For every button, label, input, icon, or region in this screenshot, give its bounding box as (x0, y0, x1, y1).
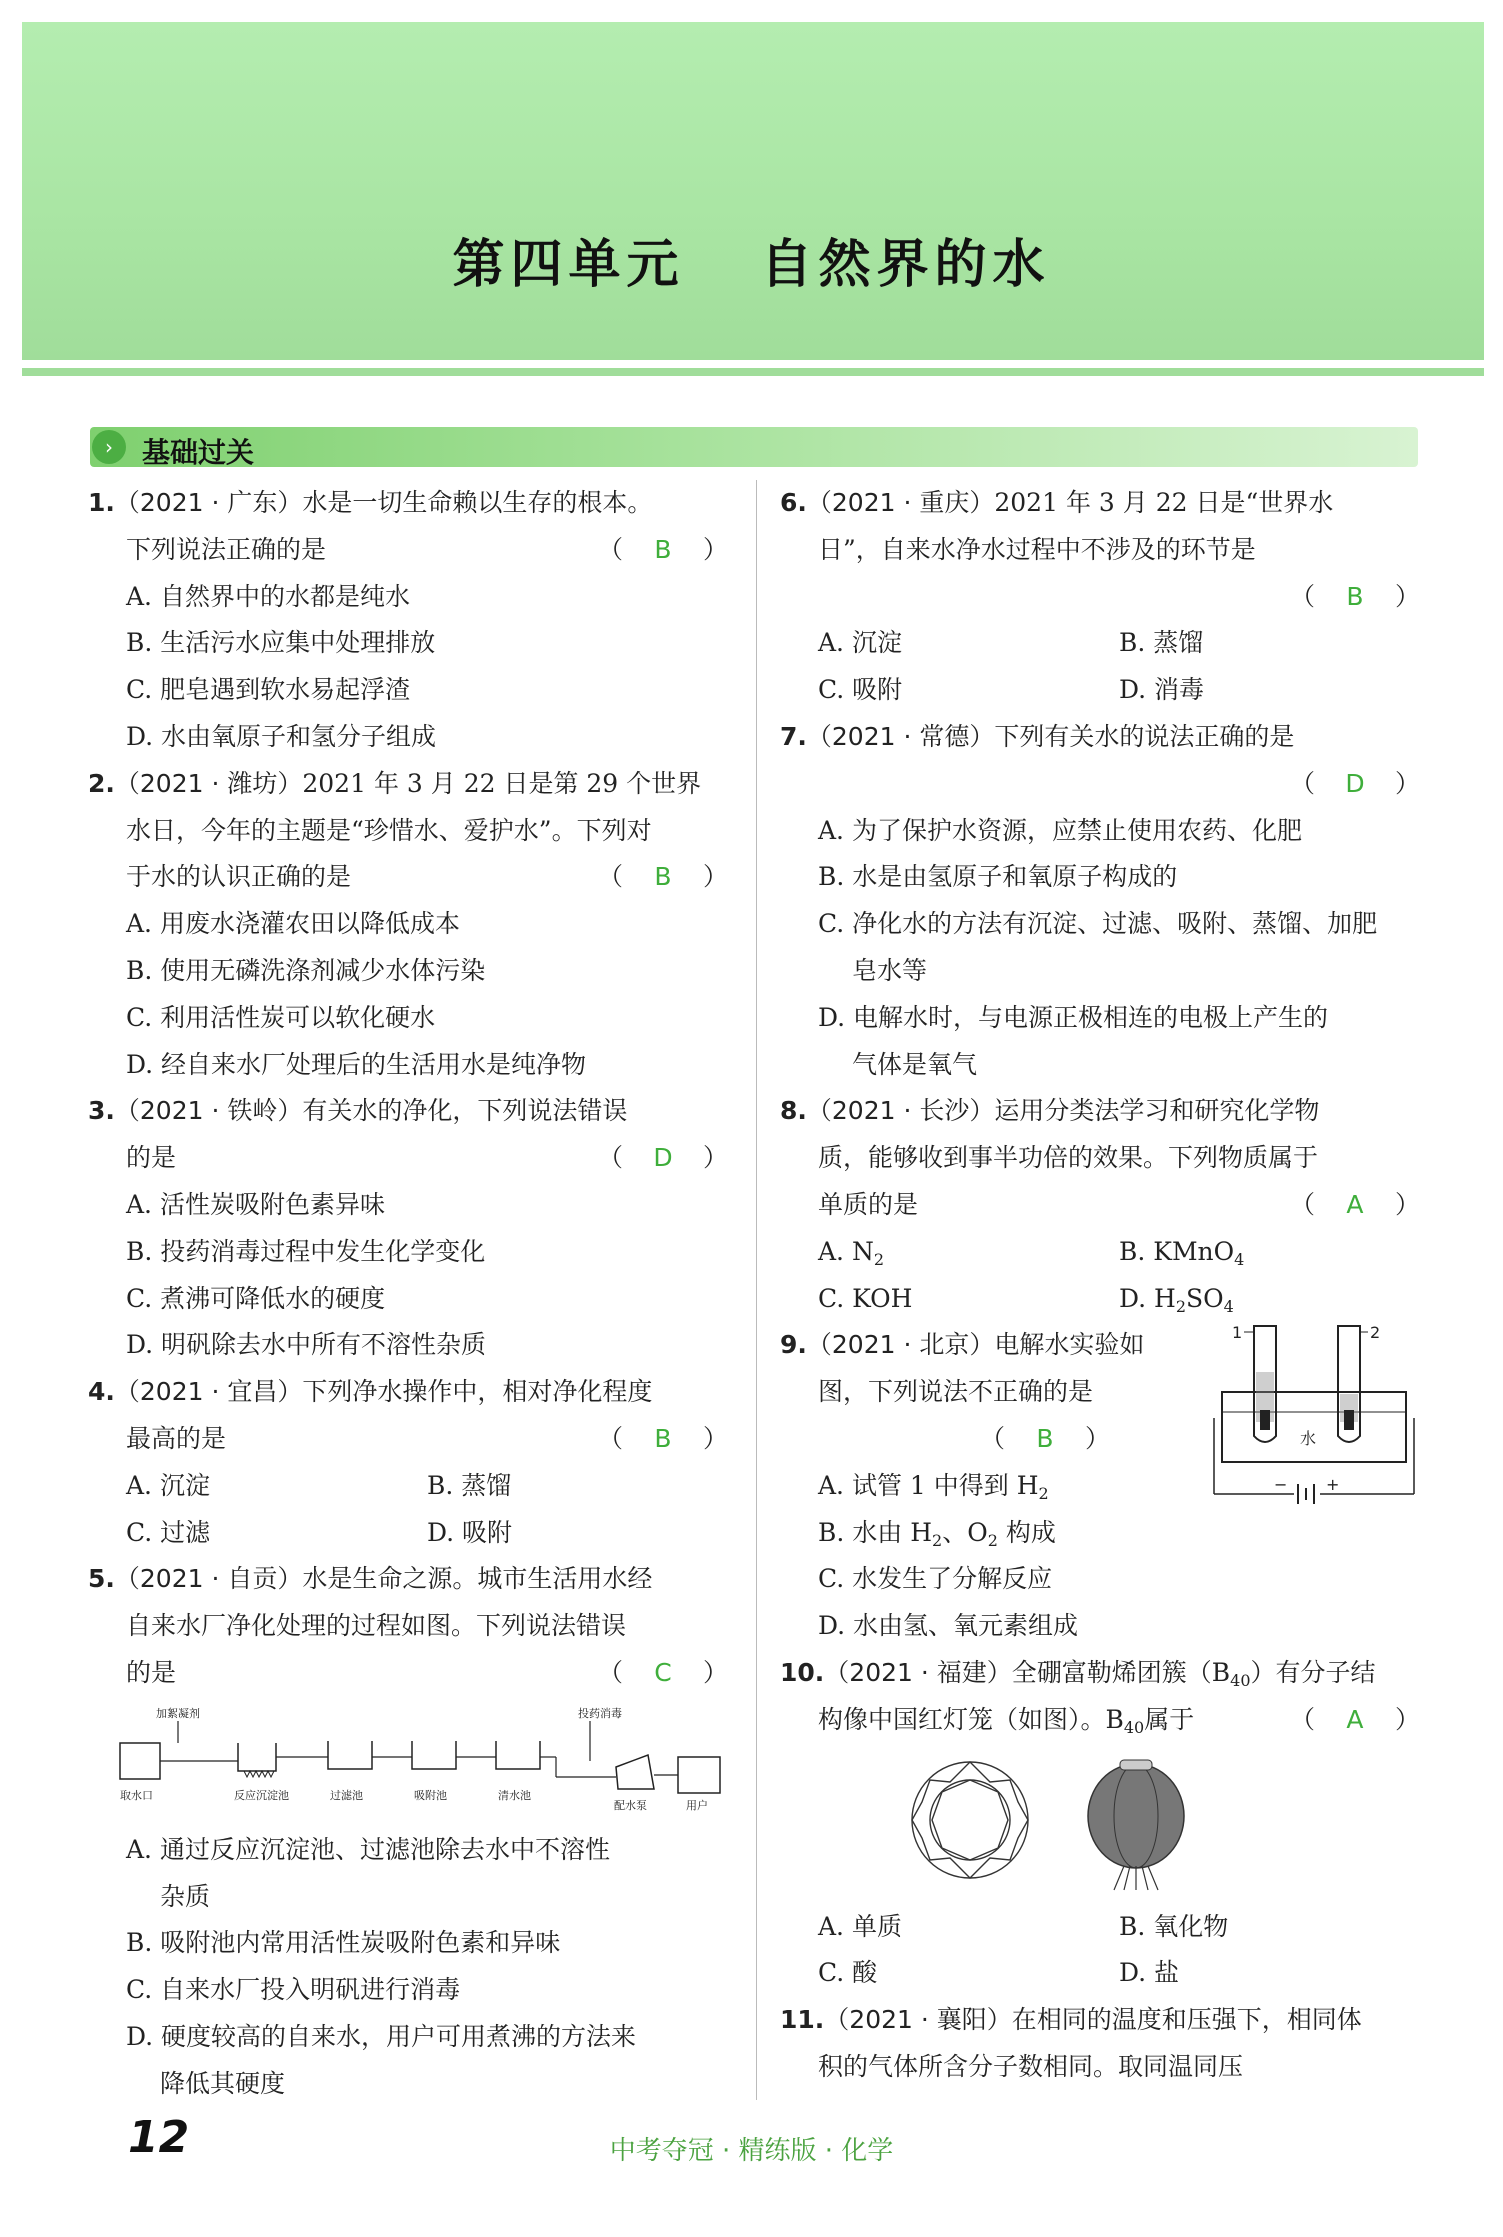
tube-2-label: 2 (1370, 1323, 1381, 1343)
electrode-2 (1344, 1410, 1354, 1430)
label-pump: 配水泵 (614, 1798, 647, 1812)
question-11: 11.（2021 · 襄阳）在相同的温度和压强下，相同体 积的气体所含分子数相同。取同温同压 (780, 2005, 1362, 2081)
right-column (780, 480, 1420, 2091)
unit-name: 自然界的水 (760, 235, 1051, 295)
unit-number: 第四单元 (452, 235, 685, 295)
red-lantern (1088, 1760, 1184, 1890)
tube-1-label: 1 (1232, 1323, 1243, 1343)
intake-box (120, 1743, 160, 1779)
answer-10: A (1346, 1704, 1364, 1734)
unit-banner (22, 22, 1484, 360)
settling-tank (238, 1743, 276, 1771)
positive-sign: + (1326, 1475, 1340, 1495)
water-treatment-diagram (116, 1705, 728, 1815)
column-divider (756, 480, 757, 2100)
answer-8: A (1346, 1189, 1364, 1219)
label-disinfect: 投药消毒 (578, 1706, 622, 1720)
label-intake: 取水口 (120, 1788, 153, 1802)
label-settle: 反应沉淀池 (234, 1788, 289, 1802)
banner-divider (22, 368, 1484, 376)
answer-9: B (1036, 1423, 1054, 1453)
question-4: 4.（2021 · 宜昌）下列净水操作中，相对净化程度 最高的是 （ B ） A. 沉淀 B. 蒸馏 C. 过滤 D. 吸附 (88, 1377, 728, 1547)
label-user: 用户 (686, 1798, 708, 1812)
water-tank (1222, 1392, 1406, 1462)
left-column (88, 480, 728, 2108)
answer-4: B (654, 1423, 672, 1453)
label-add-coagulant: 加絮凝剂 (156, 1706, 200, 1720)
answer-1: B (654, 534, 672, 564)
answer-5: C (654, 1657, 672, 1687)
question-5: 5.（2021 · 自贡）水是生命之源。城市生活用水经 自来水厂净化处理的过程如图。下列说法错误 的是 （ C ） 加絮凝剂 投药消毒 取水口 反应沉淀池 过滤池 吸附池 清水池 配水泵 用户 A. 通过反应沉淀池、过滤池除去水中不溶性 杂质 B. 吸附池内常用活性炭吸附色素和异味 C. 自来水厂投入明矾进行消毒 D. 硬度较高的自来水，用户可用煮沸的方法来 降低其硬度 (88, 1564, 728, 2098)
question-7: 7.（2021 · 常德）下列有关水的说法正确的是 （ D ） A. 为了保护水资源，应禁止使用农药、化肥 B. 水是由氢原子和氧原子构成的 C. 净化水的方法有沉淀、过滤、吸附、蒸馏、加肥 皂水等 D. 电解水时，与电源正极相连的电极上产生的 气体是氧气 (780, 721, 1420, 1079)
section-header-bar (90, 427, 1418, 467)
question-3: 3.（2021 · 铁岭）有关水的净化，下列说法错误 的是 （ D ） A. 活性炭吸附色素异味 B. 投药消毒过程中发生化学变化 C. 煮沸可降低水的硬度 D. 明矾除去水中所有不溶性杂质 (88, 1096, 728, 1360)
page-footer: 中考夺冠 · 精练版 · 化学 (609, 2136, 894, 2166)
label-filter: 过滤池 (330, 1788, 363, 1802)
label-clear: 清水池 (498, 1788, 531, 1802)
negative-sign: − (1274, 1475, 1288, 1495)
section-title: 基础过关 (142, 436, 255, 469)
question-10: 10.（2021 · 福建）全硼富勒烯团簇$(B_{40})$有分子结 构像中国红灯笼（如图）。$B_{40}$属于 （ A ） A. 单质 B. 氧化物 C. 酸 D. 盐 (780, 1657, 1420, 1988)
unit-title (0, 222, 1503, 297)
question-8: 8.（2021 · 长沙）运用分类法学习和研究化学物 质，能够收到事半功倍的效果。下列物质属于 单质的是 （ A ） A. $N_2$ B. KMnO$_4$ C. KOH D. $H_2SO_4$ (780, 1096, 1420, 1316)
question-6: 6.（2021 · 重庆）2021 年 3 月 22 日是“世界水 日”，自来水净水过程中不涉及的环节是 （ B ） A. 沉淀 B. 蒸馏 C. 吸附 D. 消毒 (780, 488, 1420, 705)
page-number: 12 (128, 2112, 190, 2163)
answer-2: B (654, 862, 672, 892)
question-9: 9.（2021 · 北京）电解水实验如 图，下列说法不正确的是 （ B ） A. 试管 1 中得到 $H_2$ B. 水由 $H_2$、$O_2$ 构成 C. 水发生了分解反应 D. 水由氢、氧元素组成 1 2 水 − + (780, 1322, 1420, 1650)
label-adsorb: 吸附池 (414, 1788, 447, 1802)
filter-tank (328, 1741, 372, 1769)
answer-6: B (1346, 581, 1364, 611)
answer-7: D (1345, 768, 1365, 798)
answer-3: D (653, 1143, 673, 1173)
water-label: 水 (1300, 1429, 1317, 1449)
boron-cluster-figure (900, 1752, 1420, 1892)
clear-water-tank (496, 1741, 540, 1769)
pump-shape (616, 1755, 654, 1789)
electrode-1 (1260, 1410, 1270, 1430)
b40-cage (912, 1762, 1028, 1878)
chevron-right-icon: › (92, 430, 126, 464)
question-2: 2.（2021 · 潍坊）2021 年 3 月 22 日是第 29 个世界 水日，今年的主题是“珍惜水、爱护水”。下列对 于水的认识正确的是 （ B ） A. 用废水浇灌农田以降低成本 B. 使用无磷洗涤剂减少水体污染 C. 利用活性炭可以软化硬水 D. 经自来水厂处理后的生活用水是纯净物 (88, 768, 728, 1079)
user-box (678, 1757, 720, 1793)
adsorption-tank (412, 1741, 456, 1769)
electrolysis-diagram (1210, 1316, 1420, 1552)
question-1: 1.（2021 · 广东）水是一切生命赖以生存的根本。 下列说法正确的是 （ B ） A. 自然界中的水都是纯水 B. 生活污水应集中处理排放 C. 肥皂遇到软水易起浮渣 D. 水由氧原子和氢分子组成 (88, 488, 728, 751)
